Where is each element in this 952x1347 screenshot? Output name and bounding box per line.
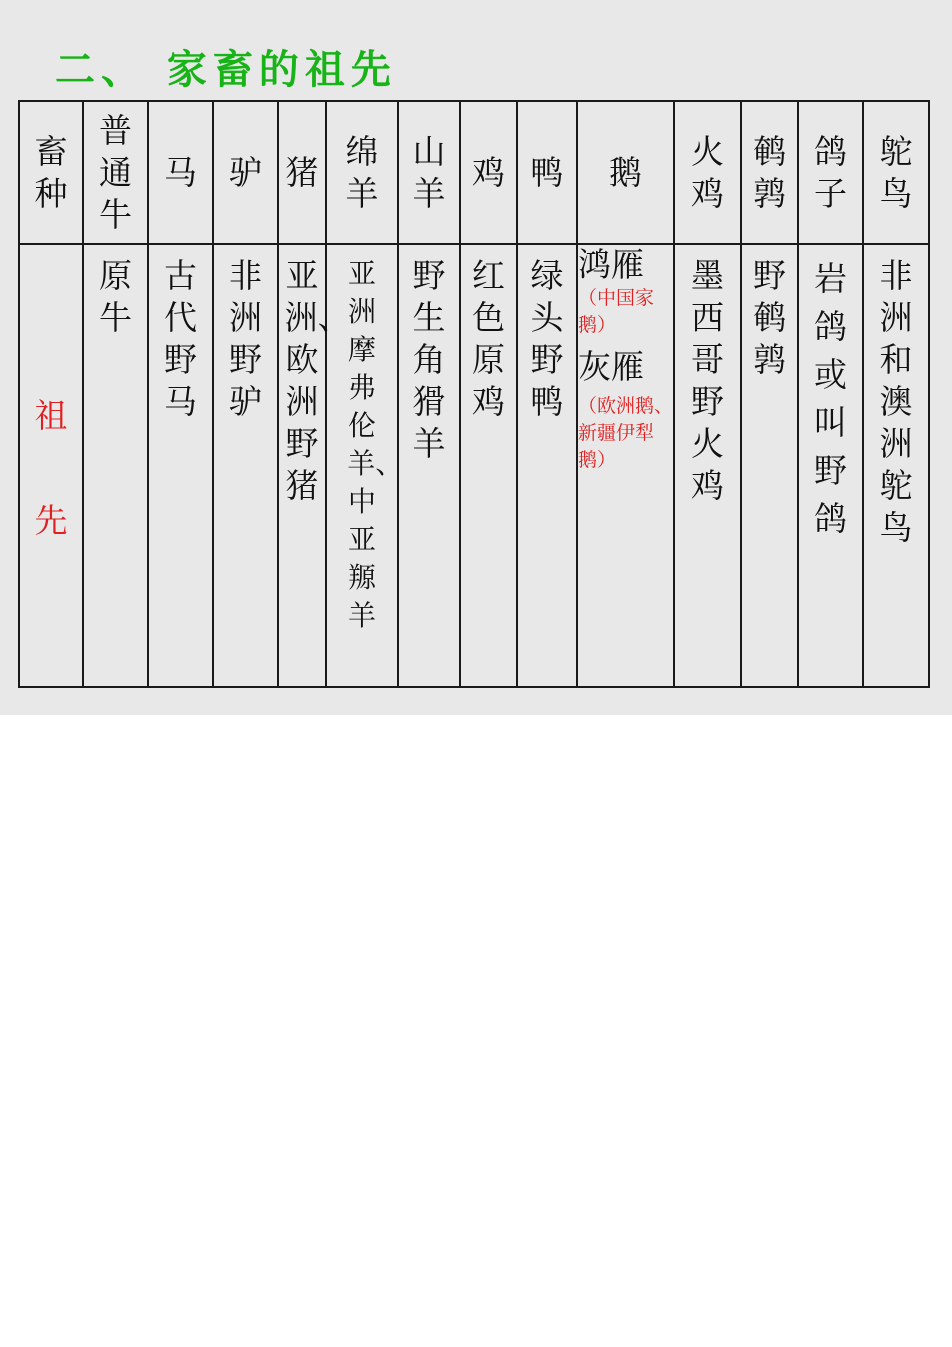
species-name: 火鸡 bbox=[690, 131, 724, 213]
ancestor-cell bbox=[798, 244, 863, 687]
ancestor-cell bbox=[83, 244, 148, 687]
ancestor-label-1: 祖 bbox=[34, 396, 68, 435]
goose-note-a: （中国家鹅） bbox=[578, 287, 655, 336]
header-row bbox=[19, 101, 929, 244]
ancestor-text: 亚洲、欧洲野猪 bbox=[284, 256, 351, 505]
ancestor-cell bbox=[741, 244, 798, 687]
header-cell bbox=[398, 101, 460, 244]
header-cell bbox=[83, 101, 148, 244]
header-cell bbox=[798, 101, 863, 244]
ancestor-cell bbox=[148, 244, 213, 687]
species-name: 绵羊 bbox=[345, 131, 379, 213]
ancestor-cell bbox=[517, 244, 577, 687]
ancestor-text: 非洲和澳洲鸵鸟 bbox=[879, 256, 913, 547]
ancestor-label-cell bbox=[19, 244, 83, 687]
ancestor-row bbox=[19, 244, 929, 687]
species-name: 普通牛 bbox=[98, 110, 132, 234]
goose-note-b: （欧洲鹅、新疆伊犁鹅） bbox=[578, 395, 674, 471]
goose-ancestor-a: 鸿雁 bbox=[578, 245, 644, 284]
ancestor-text: 原牛 bbox=[98, 256, 132, 337]
species-name: 鸵鸟 bbox=[879, 131, 913, 213]
header-cell bbox=[460, 101, 517, 244]
species-name: 鸡 bbox=[471, 152, 505, 192]
header-cell bbox=[326, 101, 398, 244]
ancestor-cell bbox=[278, 244, 351, 687]
species-name: 驴 bbox=[228, 152, 262, 192]
ancestor-text: 亚洲摩弗伦羊、中亚羱羊 bbox=[347, 257, 404, 632]
ancestor-text: 岩鸽或叫野鸽 bbox=[813, 259, 847, 538]
ancestor-text: 非洲野驴 bbox=[228, 256, 262, 421]
header-cell bbox=[517, 101, 577, 244]
species-label: 畜种 bbox=[34, 131, 68, 213]
header-cell bbox=[674, 101, 741, 244]
ancestor-text: 野生角猾羊 bbox=[412, 256, 446, 463]
ancestor-cell bbox=[863, 244, 929, 687]
goose-ancestor-b: 灰雁 bbox=[578, 347, 644, 386]
header-cell bbox=[278, 101, 326, 244]
ancestor-cell bbox=[213, 244, 278, 687]
ancestor-cell bbox=[460, 244, 517, 687]
header-cell bbox=[148, 101, 213, 244]
ancestor-text: 墨西哥野火鸡 bbox=[690, 256, 724, 505]
ancestor-cell bbox=[398, 244, 460, 687]
row-header-cell bbox=[19, 101, 83, 244]
page-title: 二、 家畜的祖先 bbox=[55, 47, 397, 93]
ancestor-text: 古代野马 bbox=[163, 256, 197, 421]
species-name: 鸽子 bbox=[813, 131, 847, 213]
species-name: 猪 bbox=[285, 152, 319, 192]
species-name: 鹌鹑 bbox=[752, 131, 786, 213]
ancestor-cell bbox=[674, 244, 741, 687]
header-cell bbox=[577, 101, 674, 244]
species-name: 鹅 bbox=[608, 152, 642, 192]
ancestor-text: 野鹌鹑 bbox=[752, 256, 786, 379]
species-name: 鸭 bbox=[530, 152, 564, 192]
header-cell bbox=[741, 101, 798, 244]
species-name: 马 bbox=[163, 152, 197, 192]
ancestor-text: 红色原鸡 bbox=[471, 256, 505, 421]
ancestor-label-2: 先 bbox=[34, 501, 68, 540]
header-cell bbox=[863, 101, 929, 244]
header-cell bbox=[213, 101, 278, 244]
ancestor-text: 绿头野鸭 bbox=[530, 256, 564, 421]
ancestor-table bbox=[18, 100, 930, 688]
species-name: 山羊 bbox=[412, 131, 446, 213]
goose-ancestor-cell bbox=[577, 244, 674, 687]
